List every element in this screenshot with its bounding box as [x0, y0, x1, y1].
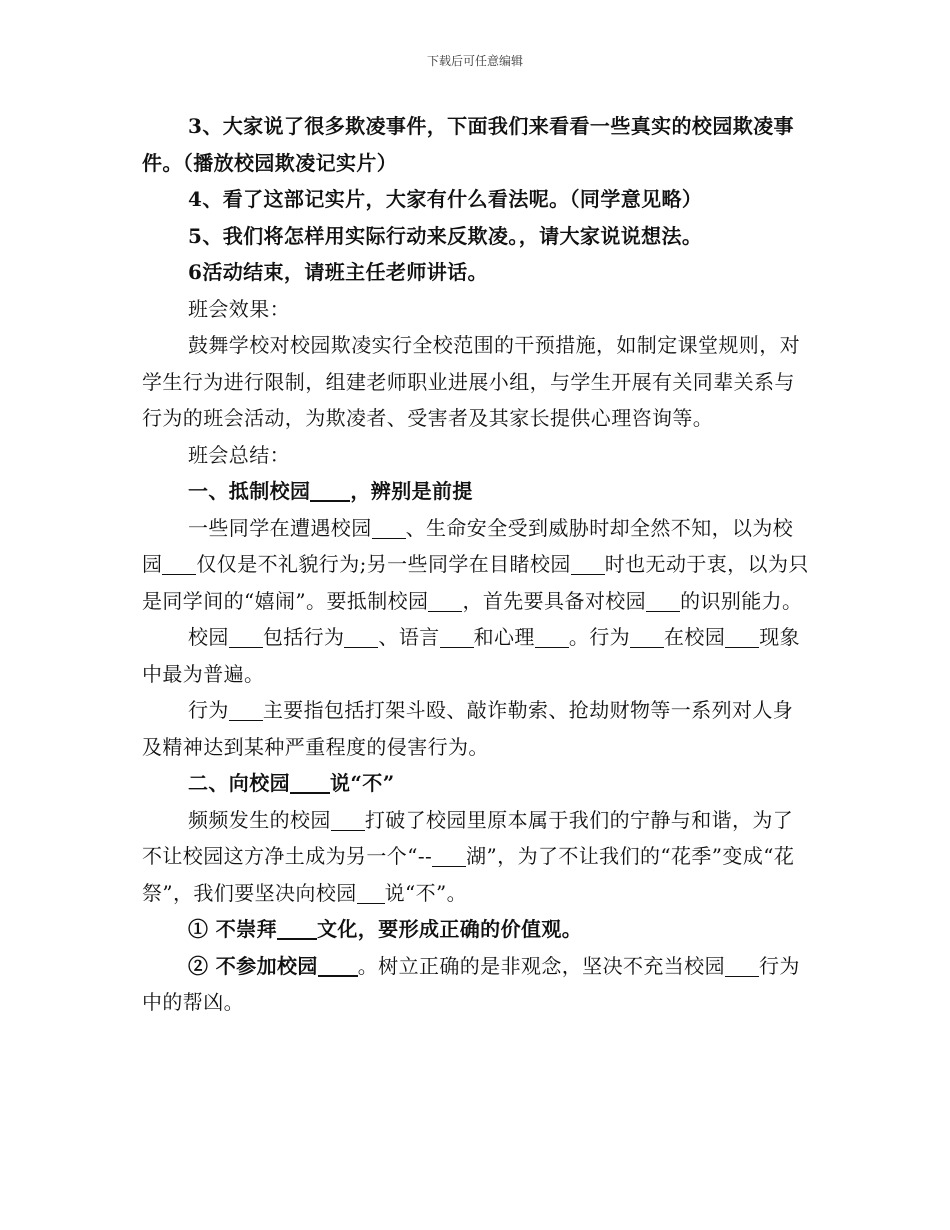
paragraph-effect: 鼓舞学校对校园欺凌实行全校范围的干预措施，如制定课堂规则，对学生行为进行限制，组建老师职业进展小组，与学生开展有关同辈关系与行为的班会活动，为欺凌者、受害者及其家长提供心理咨询等。 [142, 333, 800, 430]
text-segment: 主要指包括打架斗殴、敲诈勒索、抢劫财物等一系列对人身及精神达到某种严重程度的侵害行为。 [142, 698, 794, 759]
page-header: 下载后可任意编辑 [426, 54, 523, 68]
blank-line [318, 955, 358, 977]
text-segment: 仅仅是不礼貌行为;另一些同学在目睹校园 [196, 552, 571, 576]
text-segment: 一、抵制校园 [188, 479, 311, 503]
blank-line [229, 627, 263, 648]
text-segment: 湖”，为了不让我们的“花季”变成“花祭”，我们要坚决向校园 [142, 844, 795, 905]
text-segment: 行为 [188, 698, 229, 722]
point-two [142, 948, 812, 1021]
paragraph-step-5: 5、我们将怎样用实际行动来反欺凌。，请大家说说想法。 [188, 223, 703, 248]
blank-line [290, 772, 330, 794]
text-segment: 的识别能力。 [680, 588, 803, 613]
section-label-effect: 班会效果： [188, 296, 290, 321]
text-segment: 现象中最为普遍。 [142, 625, 801, 686]
heading-one [142, 473, 812, 510]
text-segment: 、语言 [378, 625, 440, 649]
blank-line [277, 918, 317, 940]
text-segment: 。行为 [568, 625, 631, 649]
paragraph-behavior [142, 692, 812, 765]
blank-line [432, 846, 466, 867]
paragraph-recognition [142, 510, 812, 620]
paragraph-step-6: 6活动结束，请班主任老师讲话。 [188, 260, 488, 284]
text-segment: 说“不” [330, 771, 395, 795]
document-body [142, 108, 812, 1021]
blank-line [428, 591, 462, 612]
section-label-summary: 班会总结： [188, 442, 290, 467]
text-segment: 时也无动于衷，以为只是同学间的“嬉闹”。要抵制校园 [142, 552, 809, 613]
paragraph-step-4: 4、看了这部记实片，大家有什么看法呢。（同学意见略） [188, 187, 703, 211]
text-segment: 和心理 [473, 625, 535, 649]
point-one [142, 911, 812, 948]
blank-line [725, 956, 759, 977]
text-segment: 文化，要形成正确的价值观。 [316, 917, 583, 941]
blank-line [630, 627, 664, 648]
blank-line [344, 627, 378, 648]
blank-line [535, 627, 569, 648]
paragraph-say-no [142, 802, 812, 912]
text-segment: ，辨别是前提 [350, 479, 473, 503]
text-segment: 行为中的帮凶。 [142, 953, 800, 1014]
heading-two [142, 765, 812, 802]
blank-line [162, 554, 196, 575]
text-segment: 频频发生的校园 [188, 807, 331, 832]
blank-line [646, 591, 680, 612]
blank-line [571, 554, 605, 575]
text-segment: 打破了校园里原本属于我们的宁静与和谐，为了不让校园这方净土成为另一个“-- [142, 807, 794, 868]
text-segment: 。树立正确的是非观念，坚决不充当校园 [357, 953, 725, 978]
blank-line [357, 883, 385, 904]
text-segment: 一些同学在遭遇校园 [188, 515, 372, 540]
text-segment: 、生命安全受到威胁时却全然不知，以为校园 [142, 515, 794, 576]
text-segment: ① 不崇拜 [188, 917, 277, 941]
blank-line [725, 627, 759, 648]
text-segment: 校园 [188, 625, 229, 649]
paragraph-step-3: 3、大家说了很多欺凌事件，下面我们来看看一些真实的校园欺凌事件。（播放校园欺凌记实片） [142, 114, 794, 175]
blank-line [440, 627, 474, 648]
text-segment: ② 不参加校园 [188, 953, 318, 978]
text-segment: 包括行为 [262, 625, 345, 649]
blank-line [372, 518, 406, 539]
blank-line [310, 480, 350, 502]
blank-line [331, 810, 365, 831]
text-segment: ，首先要具备对校园 [462, 588, 647, 613]
text-segment: 在校园 [664, 625, 726, 649]
text-segment: 二、向校园 [188, 771, 290, 795]
paragraph-types [142, 619, 812, 692]
blank-line [229, 700, 263, 721]
text-segment: 说“不”。 [384, 880, 468, 905]
